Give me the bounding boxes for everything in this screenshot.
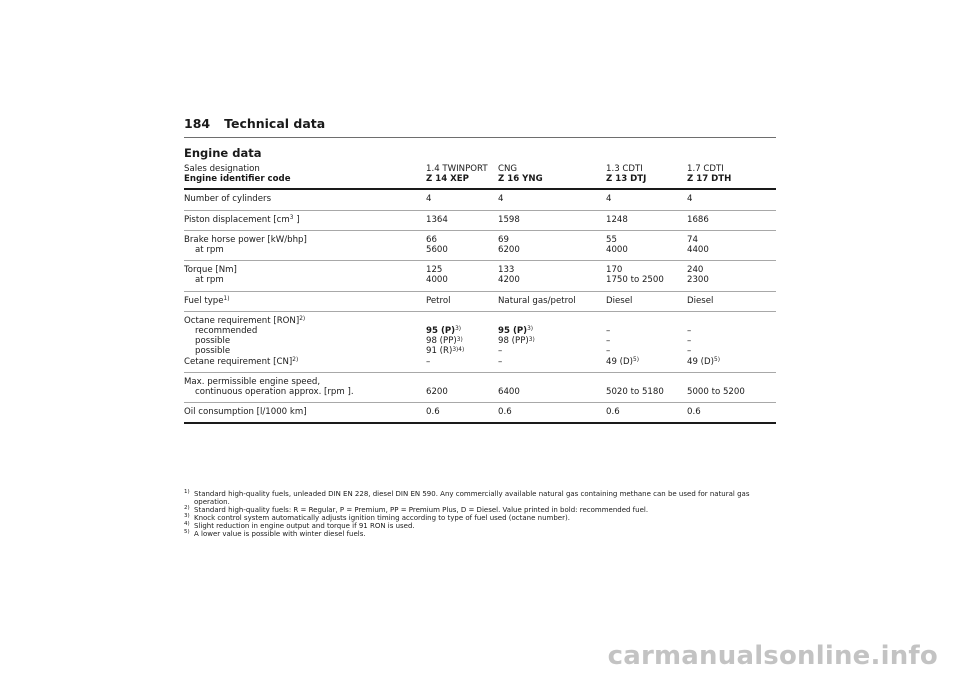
row-label [184, 291, 426, 311]
cell-rpm: 4200 [498, 275, 520, 286]
cell-value: 55 [606, 234, 617, 245]
table-cell: 0.6 [498, 403, 606, 424]
page-header [184, 116, 325, 131]
table-cell [426, 311, 498, 372]
possible-value: 98 (PP) [426, 336, 457, 347]
row-label-text: Brake horse power [kW/bhp] [184, 234, 307, 245]
cell-value: 69 [498, 234, 509, 245]
footnote-text: Standard high-quality fuels, unleaded DIN EN 228, diesel DIN EN 590. Any commercially available natural gas containing methane can be used for natural gas operation. [194, 490, 750, 506]
table-cell: 0.6 [426, 403, 498, 424]
footnote-text: Standard high-quality fuels: R = Regular, P = Premium, PP = Premium Plus, D = Diesel. Value printed in bold: recommended fuel. [194, 506, 649, 514]
column-code: Z 13 DTJ [606, 174, 647, 185]
possible-value: 98 (PP) [498, 336, 529, 347]
recommended-value: – [606, 326, 611, 337]
row-sublabel: possible [195, 346, 231, 357]
table-cell: 4 [606, 189, 687, 210]
cell-value: 5020 to 5180 [606, 387, 664, 398]
table-header-row [184, 164, 776, 189]
cell-value: 74 [687, 234, 698, 245]
cell-value: 66 [426, 234, 437, 245]
possible-value: – [606, 336, 611, 347]
engine-code-label: Engine identifier code [184, 174, 291, 185]
table-cell [498, 230, 606, 260]
column-name: 1.4 TWINPORT [426, 164, 488, 174]
table-cell [606, 230, 687, 260]
possible-value: – [687, 346, 692, 357]
header-label-cell [184, 164, 426, 189]
row-sublabel: at rpm [195, 245, 224, 256]
footnote-mark: 5) [184, 529, 190, 535]
column-code: Z 16 YNG [498, 174, 543, 185]
footnote [184, 490, 776, 506]
cetane-value: 49 (D) [606, 356, 633, 367]
table-row-fuel [184, 291, 776, 311]
table-cell [606, 372, 687, 402]
row-sublabel: possible [195, 336, 231, 347]
cell-rpm: 4000 [426, 275, 448, 286]
cell-value: 125 [426, 265, 443, 276]
column-name: 1.7 CDTI [687, 164, 724, 174]
cell-rpm: 6200 [498, 245, 520, 256]
table-cell: Petrol [426, 291, 498, 311]
cell-rpm: 4400 [687, 245, 709, 256]
footnote [184, 514, 776, 522]
footnote-text: A lower value is possible with winter diesel fuels. [194, 530, 366, 538]
table-row-torque [184, 261, 776, 291]
footnote-text: Knock control system automatically adjusts ignition timing according to type of fuel used (octane number). [194, 514, 570, 522]
page-heading: Technical data [224, 116, 326, 131]
footnote-ref: 2) [292, 357, 299, 364]
column-header [426, 164, 498, 189]
cetane-value: – [426, 356, 431, 367]
engine-data-table [184, 164, 776, 424]
footnote-mark: 2) [184, 505, 190, 511]
sales-designation-label: Sales designation [184, 164, 260, 174]
table-cell: 0.6 [687, 403, 776, 424]
table-cell: 4 [498, 189, 606, 210]
cell-value: 170 [606, 265, 623, 276]
table-cell: 1598 [498, 210, 606, 230]
table-row-engine-speed [184, 372, 776, 402]
row-label-text: Piston displacement [cm [184, 214, 290, 225]
footnote [184, 522, 776, 530]
table-cell [687, 261, 776, 291]
column-code: Z 17 DTH [687, 174, 732, 185]
cetane-value: 49 (D) [687, 356, 714, 367]
footnote-mark: 4) [184, 521, 190, 527]
cell-rpm: 5600 [426, 245, 448, 256]
superscript: 3 [289, 215, 294, 221]
table-cell: Natural gas/petrol [498, 291, 606, 311]
row-sublabel: at rpm [195, 275, 224, 286]
table-cell [498, 311, 606, 372]
table-cell [426, 372, 498, 402]
footnote-ref: 3) [528, 336, 535, 343]
row-label: Number of cylinders [184, 189, 426, 210]
footnote-text: Slight reduction in engine output and torque if 91 RON is used. [194, 522, 415, 530]
row-label-text: Fuel type [184, 295, 224, 306]
table-cell [687, 230, 776, 260]
column-header [606, 164, 687, 189]
possible-value: – [498, 346, 503, 357]
table-cell [687, 311, 776, 372]
footnote-ref: 3)4) [452, 346, 465, 353]
cell-rpm: 2300 [687, 275, 709, 286]
cell-value: 6200 [426, 387, 448, 398]
row-label-text: Octane requirement [RON] [184, 315, 300, 326]
table-cell [498, 261, 606, 291]
row-label-text: Torque [Nm] [184, 265, 237, 276]
table-row-octane [184, 311, 776, 372]
header-rule [184, 137, 776, 138]
row-label-text: ] [293, 214, 300, 225]
footnote-ref: 5) [633, 357, 639, 364]
footnote-ref: 5) [714, 357, 720, 364]
footnote-ref: 1) [223, 296, 230, 303]
table-cell [498, 372, 606, 402]
cell-value: 6400 [498, 387, 520, 398]
table-row-oil-consumption [184, 403, 776, 424]
table-cell: 4 [426, 189, 498, 210]
cell-rpm: 4000 [606, 245, 628, 256]
row-label [184, 372, 426, 402]
table-cell: 1686 [687, 210, 776, 230]
cell-value: 5000 to 5200 [687, 387, 745, 398]
footnote-ref: 3) [456, 336, 463, 343]
column-header [687, 164, 776, 189]
possible-value: 91 (R) [426, 346, 453, 357]
cell-rpm: 1750 to 2500 [606, 275, 664, 286]
table-cell: 1248 [606, 210, 687, 230]
watermark: carmanualsonline.info [607, 641, 938, 671]
table-cell: Diesel [606, 291, 687, 311]
row-label: Oil consumption [l/1000 km] [184, 403, 426, 424]
row-sublabel: recommended [195, 326, 258, 337]
footnote-ref: 3) [455, 326, 462, 333]
row-label-text: Max. permissible engine speed, [184, 376, 321, 387]
footnote [184, 530, 776, 538]
table-row-power [184, 230, 776, 260]
table-cell [606, 311, 687, 372]
section-title: Engine data [184, 146, 262, 160]
table-cell [426, 261, 498, 291]
column-name: 1.3 CDTI [606, 164, 643, 174]
row-label [184, 230, 426, 260]
possible-value: – [687, 336, 692, 347]
cell-value: 133 [498, 265, 515, 276]
column-code: Z 14 XEP [426, 174, 469, 185]
footnote [184, 506, 776, 514]
row-label [184, 261, 426, 291]
footnote-mark: 3) [184, 513, 190, 519]
table-cell: Diesel [687, 291, 776, 311]
table-cell: 0.6 [606, 403, 687, 424]
footnote-mark: 1) [184, 489, 190, 495]
row-label-text: Cetane requirement [CN] [184, 356, 293, 367]
cetane-value: – [498, 356, 503, 367]
row-sublabel: continuous operation approx. [rpm ]. [195, 387, 354, 398]
recommended-value: 95 (P) [498, 326, 528, 337]
table-row-displacement [184, 210, 776, 230]
table-cell [606, 261, 687, 291]
page-number: 184 [184, 116, 211, 131]
table-row-cylinders [184, 189, 776, 210]
row-label [184, 311, 426, 372]
footnotes [184, 490, 776, 538]
table-cell [687, 372, 776, 402]
recommended-value: – [687, 326, 692, 337]
column-name: CNG [498, 164, 518, 174]
column-header [498, 164, 606, 189]
row-label [184, 210, 426, 230]
recommended-value: 95 (P) [426, 326, 456, 337]
footnote-ref: 2) [299, 316, 306, 323]
cell-value: 240 [687, 265, 704, 276]
table-cell: 1364 [426, 210, 498, 230]
table-cell: 4 [687, 189, 776, 210]
footnote-ref: 3) [527, 326, 534, 333]
possible-value: – [606, 346, 611, 357]
table-cell [426, 230, 498, 260]
